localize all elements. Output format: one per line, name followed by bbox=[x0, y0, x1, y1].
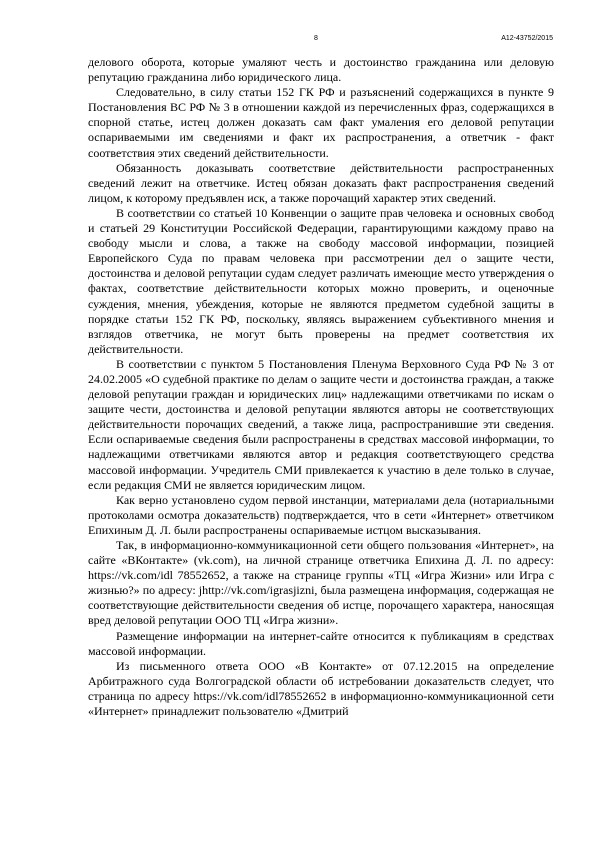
document-body bbox=[88, 55, 554, 719]
paragraph: В соответствии с пунктом 5 Постановления Пленума Верховного Суда РФ № 3 от 24.02.2005 «О судебной практике по делам о защите чести и достоинства граждан, а также деловой репутации граждан и юридических лиц» надлежащими ответчиками по искам о защите чести, достоинства и деловой репутации являются авторы не соответствующих действительности порочащих сведений, а также лица, распространившие эти сведения. Если оспариваемые сведения были распространены в средствах массовой информации, то надлежащими ответчиками являются автор и редакция соответствующего средства массовой информации. Учредитель СМИ привлекается к участию в деле только в случае, если редакция СМИ не является юридическим лицом. bbox=[88, 356, 554, 492]
paragraph: Так, в информационно-коммуникационной сети общего пользования «Интернет», на сайте «ВКонтакте» (vk.com), на личной странице ответчика Епихина Д. Л. по адресу: https://vk.com/idl 78552652, а также на странице группы «ТЦ «Игра Жизни» или Игра с жизнью?» по адресу: jhttp://vk.com/igrasjizni, была размещена информация, содержащая не соответствующие действительности сведения об истце, порочащего характера, наносящая вред деловой репутации ООО ТЦ «Игра жизни». bbox=[88, 538, 554, 628]
paragraph: В соответствии со статьей 10 Конвенции о защите прав человека и основных свобод и статьей 29 Конституции Российской Федерации, гарантирующими каждому право на свободу мысли и слова, а также на свободу массовой информации, позицией Европейского Суда по правам человека при рассмотрении дел о защите чести, достоинства и деловой репутации судам следует различать имеющие место утверждения о фактах, соответствие действительности которых можно проверить, и оценочные суждения, мнения, убеждения, которые не являются предметом судебной защиты в порядке статьи 152 ГК РФ, поскольку, являясь выражением субъективного мнения и взглядов ответчика, не могут быть проверены на предмет соответствия их действительности. bbox=[88, 205, 554, 356]
paragraph: делового оборота, которые умаляют честь и достоинство гражданина или деловую репутацию гражданина либо юридического лица. bbox=[88, 55, 554, 85]
case-number: А12-43752/2015 bbox=[501, 35, 553, 42]
paragraph: Из письменного ответа ООО «В Контакте» от 07.12.2015 на определение Арбитражного суда Волгоградской области об истребовании доказательств следует, что страница по адресу https://vk.com/idl78552652 в информационно-коммуникационной сети «Интернет» принадлежит пользователю «Дмитрий bbox=[88, 658, 554, 719]
paragraph: Как верно установлено судом первой инстанции, материалами дела (нотариальными протоколами осмотра доказательств) подтверждается, что в сети «Интернет» ответчиком Епихиным Д. Л. были распространены оспариваемые истцом высказывания. bbox=[88, 492, 554, 537]
page-number: 8 bbox=[314, 35, 318, 42]
paragraph: Следовательно, в силу статьи 152 ГК РФ и разъяснений содержащихся в пункте 9 Постановления ВС РФ № 3 в отношении каждой из перечисленных фраз, содержащихся в спорной статье, истец должен доказать сам факт умаления его деловой репутации оспариваемыми им сведениями и факт их распространения, а ответчик - факт соответствия этих сведений действительности. bbox=[88, 85, 554, 160]
paragraph: Размещение информации на интернет-сайте относится к публикациям в средствах массовой информации. bbox=[88, 628, 554, 658]
paragraph: Обязанность доказывать соответствие действительности распространенных сведений лежит на ответчике. Истец обязан доказать факт распространения сведений лицом, к которому предъявлен иск, а также порочащий характер этих сведений. bbox=[88, 160, 554, 205]
